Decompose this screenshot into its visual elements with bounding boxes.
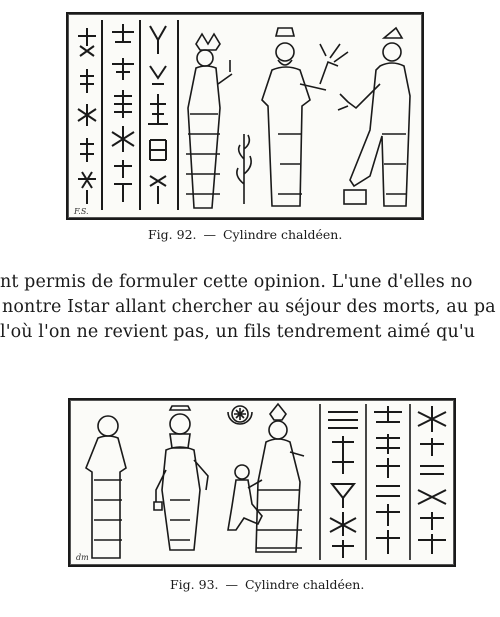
caption-dash: — [203,227,216,242]
cylinder-seal-plate-93 [68,398,456,567]
caption-number: Fig. 92. [148,227,197,242]
caption-title: Cylindre chaldéen. [244,577,365,592]
figure-caption-92 [148,227,342,242]
caption-number: Fig. 93. [170,577,219,592]
cylinder-seal-engraving-92 [68,14,422,218]
caption-dash: — [225,577,238,592]
body-text-line: nontre Istar allant chercher au séjour des morts, au pa [2,297,496,317]
engraver-signature: F.S. [74,207,89,216]
figure-caption-93 [170,577,364,592]
caption-title: Cylindre chaldéen. [222,227,343,242]
cylinder-seal-plate-92 [66,12,424,220]
engraver-signature: dm [76,553,89,562]
cylinder-seal-engraving-93 [70,400,454,565]
body-text-line: l'où l'on ne revient pas, un fils tendrement aimé qu'u [0,322,476,342]
body-text-line: nt permis de formuler cette opinion. L'une d'elles no [0,272,473,292]
